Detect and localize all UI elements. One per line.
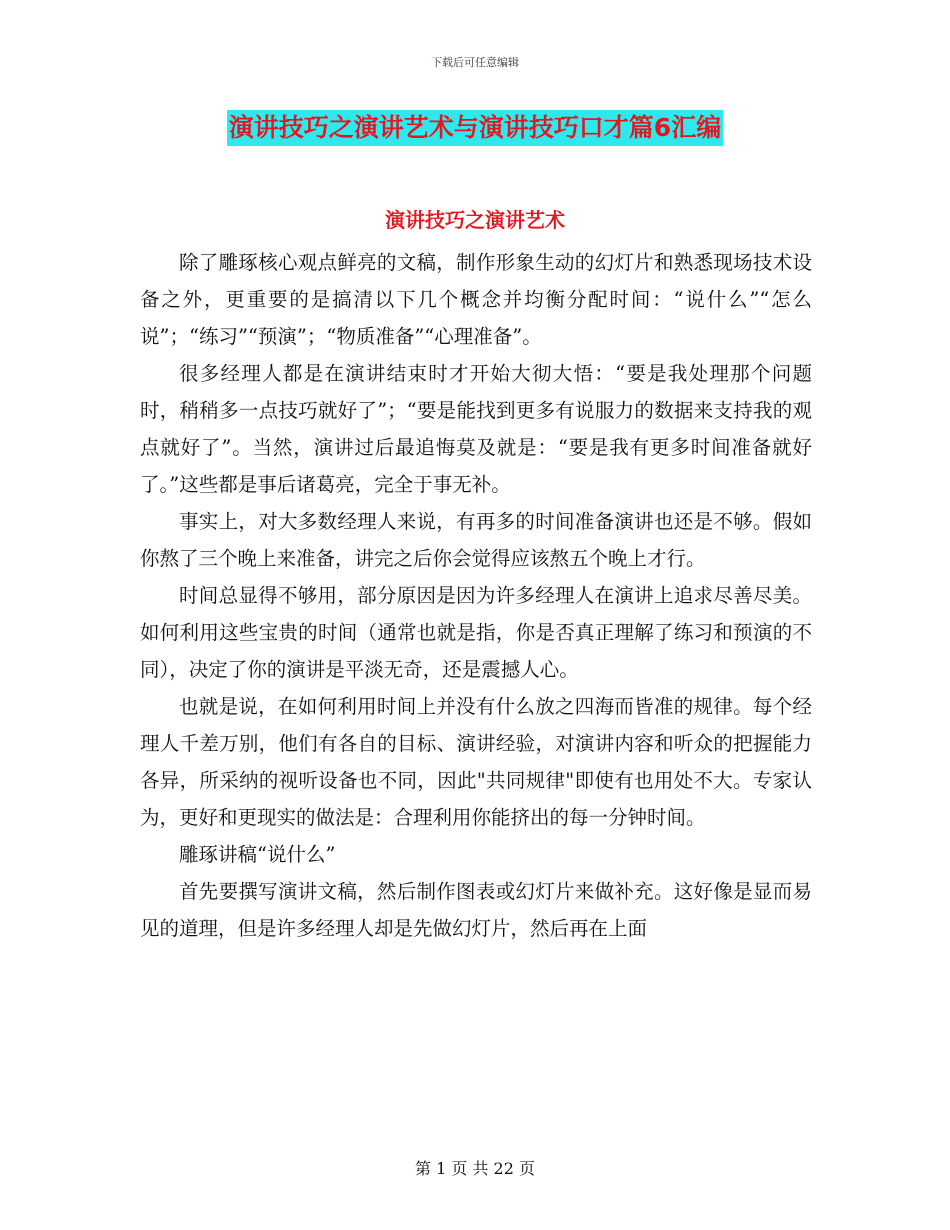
body-subheading: 雕琢讲稿“说什么” <box>179 843 336 866</box>
body-paragraph: 事实上，对大多数经理人来说，有再多的时间准备演讲也还是不够。假如你熬了三个晚上来准备，讲完之后你会觉得应该熬五个晚上才行。 <box>140 510 812 570</box>
page-number-footer: 第 1 页 共 22 页 <box>415 1159 535 1178</box>
document-title: 演讲技巧之演讲艺术与演讲技巧口才篇6汇编 <box>227 110 723 146</box>
body-paragraph: 首先要撰写演讲文稿，然后制作图表或幻灯片来做补充。这好像是显而易见的道理，但是许多经理人却是先做幻灯片，然后再在上面 <box>140 880 812 940</box>
body-paragraph: 时间总显得不够用，部分原因是因为许多经理人在演讲上追求尽善尽美。如何利用这些宝贵的时间（通常也就是指，你是否真正理解了练习和预演的不同），决定了你的演讲是平淡无奇，还是震撼人心。 <box>140 584 812 681</box>
body-paragraph: 除了雕琢核心观点鲜亮的文稿，制作形象生动的幻灯片和熟悉现场技术设备之外，更重要的是搞清以下几个概念并均衡分配时间：“说什么”“怎么说”；“练习”“预演”；“物质准备”“心理准备”。 <box>140 251 812 348</box>
body-paragraph: 也就是说，在如何利用时间上并没有什么放之四海而皆准的规律。每个经理人千差万别，他们有各自的目标、演讲经验，对演讲内容和听众的把握能力各异，所采纳的视听设备也不同，因此"共同规律"即使有也用处不大。专家认为，更好和更现实的做法是：合理利用你能挤出的每一分钟时间。 <box>140 695 812 829</box>
document-title-container <box>0 110 950 146</box>
page-header-note: 下载后可任意编辑 <box>431 56 519 69</box>
section-heading: 演讲技巧之演讲艺术 <box>385 208 565 232</box>
body-paragraph: 很多经理人都是在演讲结束时才开始大彻大悟：“要是我处理那个问题时，稍稍多一点技巧就好了”；“要是能找到更多有说服力的数据来支持我的观点就好了”。当然，演讲过后最追悔莫及就是：“要是我有更多时间准备就好了。”这些都是事后诸葛亮，完全于事无补。 <box>140 362 812 496</box>
document-body <box>140 244 812 947</box>
